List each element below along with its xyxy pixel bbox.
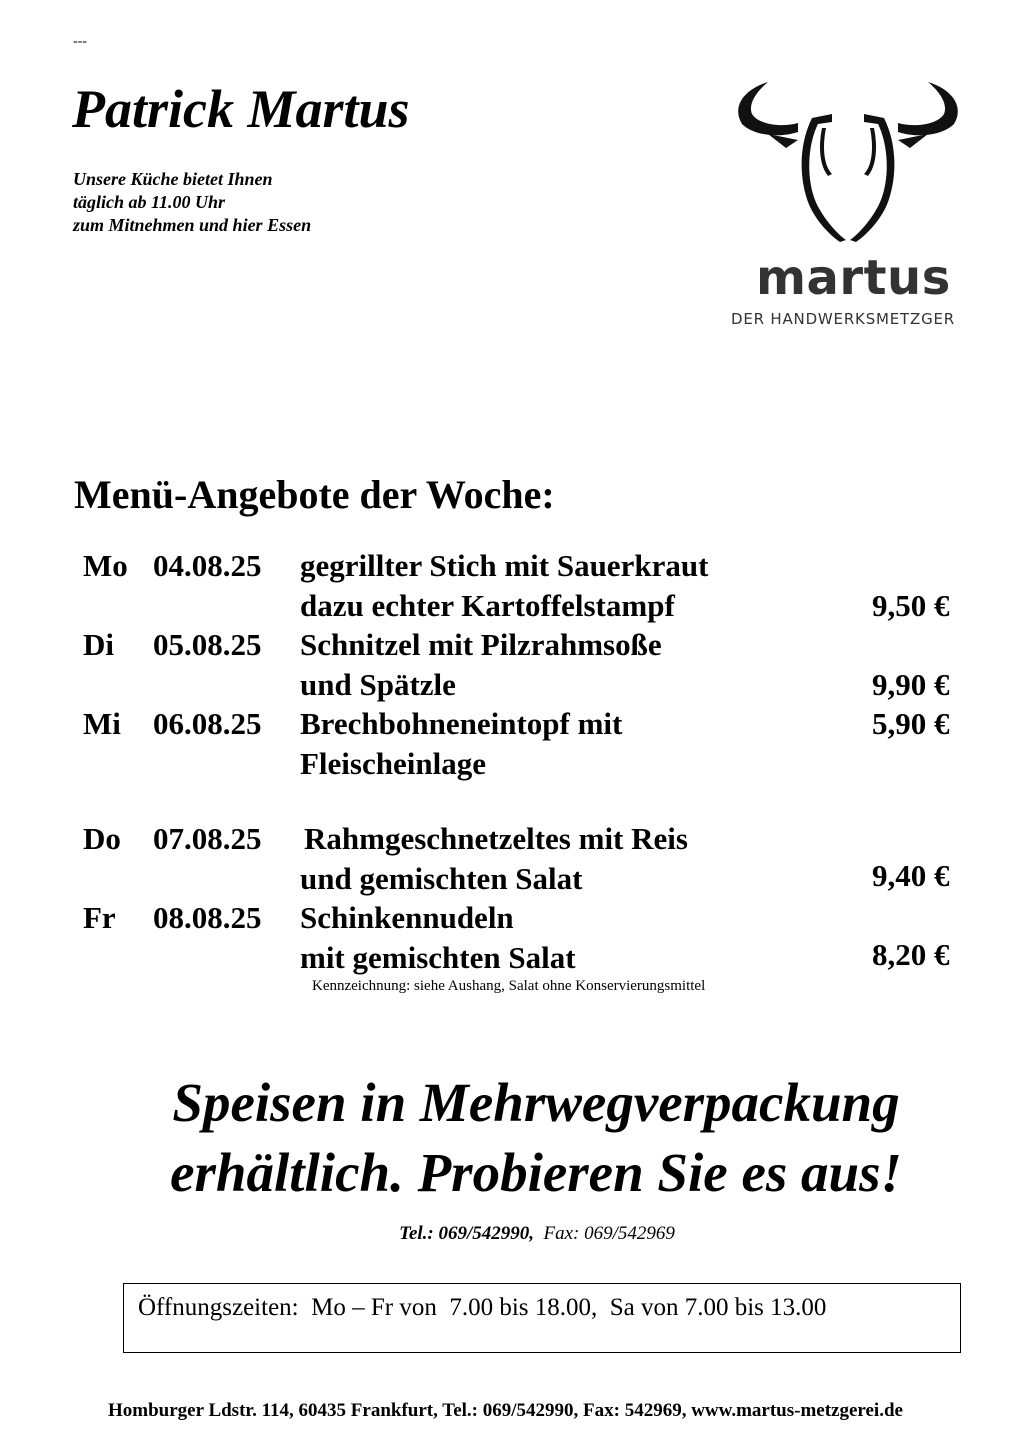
intro-line: Unsere Küche bietet Ihnen: [73, 169, 273, 189]
footer-address: Homburger Ldstr. 114, 60435 Frankfurt, Tel.: 069/542990, Fax: 542969, www.martus-metzgerei.de: [108, 1400, 903, 1421]
menu-price: 8,20 €: [872, 937, 950, 972]
menu-day: Do: [83, 821, 121, 856]
menu-day: Di: [83, 627, 114, 662]
menu-dish-line: Schinkennudeln: [300, 900, 514, 935]
menu-price: 9,40 €: [872, 858, 950, 893]
bull-head-icon: [728, 78, 968, 248]
menu-price: 9,90 €: [872, 667, 950, 702]
menu-dish-line: dazu echter Kartoffelstampf: [300, 588, 675, 623]
menu-price: 9,50 €: [872, 588, 950, 623]
menu-dish-line: und gemischten Salat: [300, 861, 583, 896]
header-dashes: ---: [73, 34, 87, 49]
menu-day: Mi: [83, 706, 121, 741]
opening-hours-box: [123, 1283, 961, 1353]
contact-fax: Fax: 069/542969: [543, 1223, 675, 1244]
menu-date: 06.08.25: [153, 706, 262, 741]
slogan-line: Speisen in Mehrwegverpackung: [172, 1072, 900, 1133]
menu-dish-line: Brechbohneneintopf mit: [300, 706, 623, 741]
menu-dish-line: mit gemischten Salat: [300, 940, 576, 975]
menu-dish-line: gegrillter Stich mit Sauerkraut: [300, 548, 709, 583]
contact-info: [0, 1223, 1024, 1245]
menu-date: 07.08.25: [153, 821, 262, 856]
menu-dish-line: Rahmgeschnetzeltes mit Reis: [304, 821, 688, 856]
owner-name: Patrick Martus: [72, 79, 410, 139]
martus-logo: [728, 78, 968, 338]
allergen-note: Kennzeichnung: siehe Aushang, Salat ohne Konservierungsmittel: [312, 978, 706, 994]
logo-wordmark: martus: [756, 250, 951, 306]
menu-dish-line: Schnitzel mit Pilzrahmsoße: [300, 627, 662, 662]
menu-price: 5,90 €: [872, 706, 950, 741]
menu-day: Mo: [83, 548, 128, 583]
menu-day: Fr: [83, 900, 116, 935]
slogan-line: erhältlich. Probieren Sie es aus!: [170, 1142, 902, 1203]
menu-date: 08.08.25: [153, 900, 262, 935]
intro-line: täglich ab 11.00 Uhr: [73, 192, 226, 212]
menu-dish-line: und Spätzle: [300, 667, 456, 702]
opening-hours-text: Öffnungszeiten: Mo – Fr von 7.00 bis 18.00, Sa von 7.00 bis 13.00: [138, 1294, 827, 1321]
logo-tagline: DER HANDWERKSMETZGER: [731, 310, 956, 328]
menu-heading: Menü-Angebote der Woche:: [74, 472, 555, 517]
contact-tel: Tel.: 069/542990,: [399, 1223, 535, 1244]
menu-dish-line: Fleischeinlage: [300, 746, 486, 781]
intro-line: zum Mitnehmen und hier Essen: [73, 215, 312, 235]
menu-date: 04.08.25: [153, 548, 262, 583]
menu-date: 05.08.25: [153, 627, 262, 662]
